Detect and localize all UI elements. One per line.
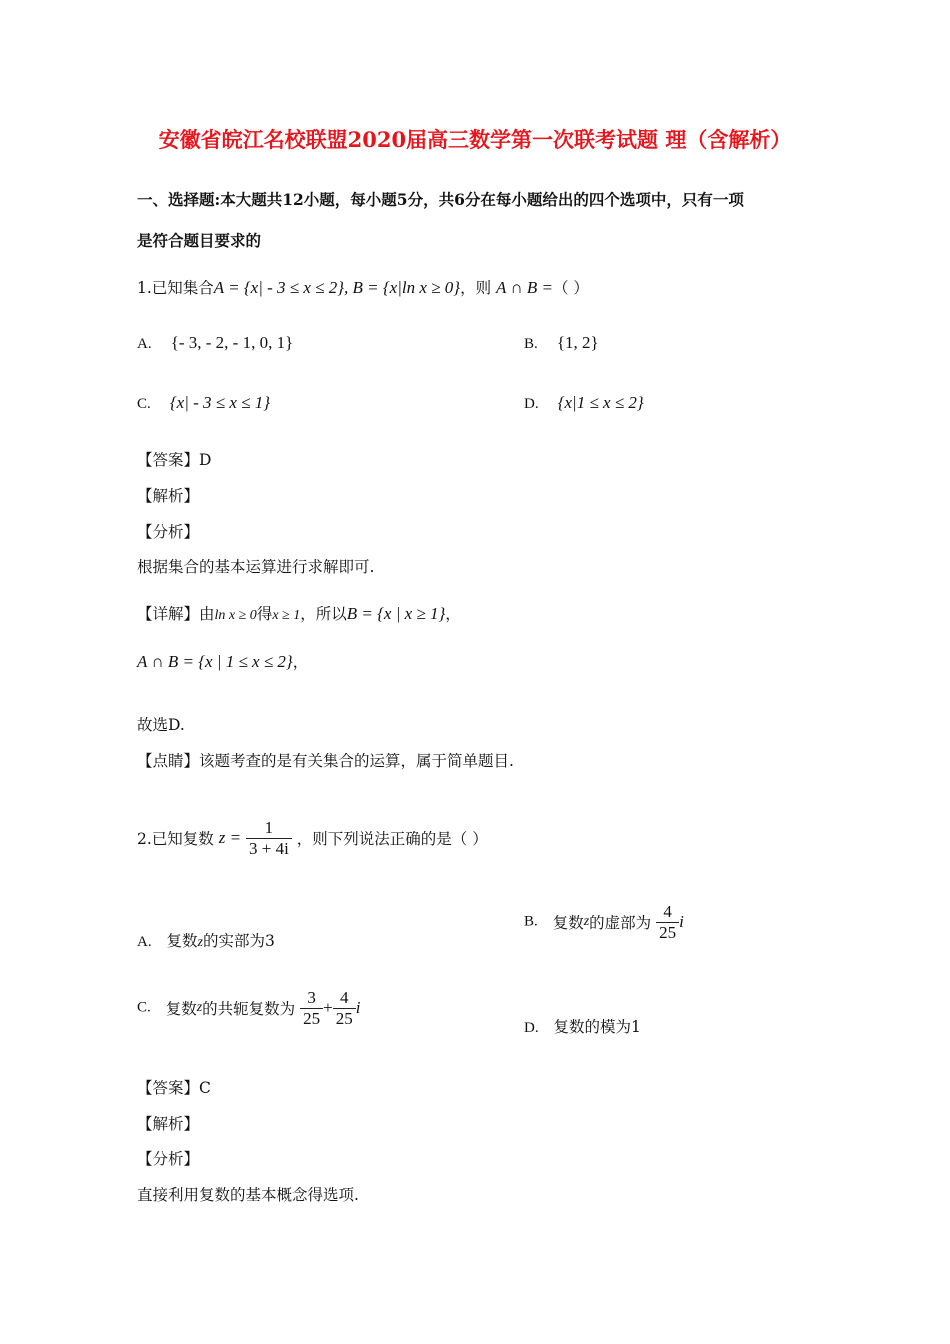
q2-option-c-f1-denominator: 25 [300, 1008, 323, 1029]
q1-detail-text3: ， [445, 605, 461, 623]
q1-detail-math4: A ∩ B = {x | 1 ≤ x ≤ 2} [137, 652, 293, 671]
q2-option-c-label: C. [137, 999, 151, 1016]
q2-fenxi-text: 直接利用复数的基本概念得选项. [137, 1186, 359, 1204]
q2-fraction-denominator: 3 + 4i [246, 838, 292, 859]
section-header-line2: 是符合题目要求的 [137, 231, 262, 250]
q2-fenxi-heading: 【分析】 [137, 1150, 200, 1168]
q1-detail-math2: x ≥ 1 [272, 608, 301, 623]
q2-option-c-plus: + [323, 998, 333, 1018]
q2-answer: 【答案】C [137, 1079, 211, 1097]
q1-detail-text2: ，所以 [300, 605, 347, 623]
q1-option-b [524, 333, 599, 353]
q2-option-a [137, 929, 275, 951]
q2-option-d [524, 1015, 641, 1037]
q1-point: 【点睛】该题考查的是有关集合的运算，属于简单题目. [137, 752, 514, 770]
q1-detail-text1: 得 [256, 605, 273, 623]
q2-option-b-fraction [656, 902, 679, 942]
q1-choose: 故选D. [137, 716, 185, 734]
q2-option-c-fraction2 [333, 988, 356, 1028]
q1-option-b-value: {1, 2} [556, 333, 599, 352]
q2-option-b-label: B. [524, 913, 538, 930]
q1-option-a [137, 333, 293, 353]
q2-option-d-text: 复数的模为1 [553, 1018, 641, 1036]
q1-set-a: A = {x| - 3 ≤ x ≤ 2} [213, 278, 345, 297]
q2-option-c-text: 复数 [165, 1000, 197, 1019]
q2-option-c-tail: 的共轭复数为 [202, 1000, 296, 1019]
q1-paren: （ ） [552, 279, 589, 297]
q2-option-c-after: i [355, 998, 361, 1018]
section-header-line1: 一、选择题:本大题共12小题，每小题5分，共6分在每小题给出的四个选项中，只有一项 [137, 190, 744, 209]
q2-z-eq: z = [218, 828, 242, 848]
q2-option-a-tail: 的实部为3 [203, 932, 275, 950]
q1-option-d-label: D. [524, 396, 539, 412]
q2-option-b [524, 902, 684, 942]
q1-set-b: , B = {x|ln x ≥ 0} [344, 278, 461, 297]
q2-option-b-denominator: 25 [656, 922, 679, 943]
q2-stem-prefix: 2.已知复数 [137, 830, 214, 849]
q2-option-a-var: z [197, 935, 203, 950]
q1-detail-text4: ， [292, 653, 309, 671]
q2-option-c [137, 988, 360, 1028]
q1-option-a-value: {- 3, - 2, - 1, 0, 1} [170, 333, 294, 352]
q2-option-a-text: 复数 [166, 932, 198, 950]
q1-stem [137, 276, 589, 298]
q1-analysis-heading: 【解析】 [137, 487, 200, 505]
q2-option-b-text: 复数 [552, 914, 584, 933]
q2-stem [137, 818, 488, 858]
q1-stem-suffix: ，则 [460, 279, 492, 297]
q2-option-c-var: z [196, 1000, 203, 1016]
q1-option-c-label: C. [137, 396, 151, 412]
q1-option-b-label: B. [524, 336, 538, 352]
q2-option-c-f2-numerator: 4 [339, 988, 349, 1007]
document-title: 安徽省皖江名校联盟2020届高三数学第一次联考试题 理（含解析） [158, 127, 792, 152]
q1-option-a-label: A. [137, 336, 152, 352]
q2-fraction-numerator: 1 [264, 818, 274, 837]
q1-fenxi-heading: 【分析】 [137, 523, 200, 541]
q1-option-d [524, 393, 644, 413]
q1-option-c-value: {x| - 3 ≤ x ≤ 1} [169, 393, 271, 412]
q1-fenxi-text: 根据集合的基本运算进行求解即可. [137, 558, 375, 576]
q1-option-c [137, 393, 270, 413]
q2-option-c-f2-denominator: 25 [333, 1008, 356, 1029]
q2-option-c-f1-numerator: 3 [307, 988, 316, 1007]
q2-option-b-var: z [583, 914, 590, 930]
q2-analysis-heading: 【解析】 [137, 1115, 200, 1133]
q1-detail-line2 [137, 650, 308, 672]
q1-option-d-value: {x|1 ≤ x ≤ 2} [557, 393, 644, 412]
q1-detail-heading: 【详解】由 [137, 605, 215, 623]
q2-option-d-label: D. [524, 1020, 539, 1036]
q2-stem-suffix: ，则下列说法正确的是（ ） [296, 830, 488, 849]
q2-option-b-tail: 的虚部为 [589, 914, 652, 933]
q2-fraction [246, 818, 292, 858]
q2-option-b-after: i [679, 912, 684, 932]
q1-detail-math3: B = {x | x ≥ 1} [346, 604, 446, 623]
q1-expr: A ∩ B = [496, 278, 553, 297]
q2-option-a-label: A. [137, 934, 152, 950]
q2-option-b-numerator: 4 [663, 902, 672, 921]
q2-option-c-fraction1 [300, 988, 323, 1028]
q1-stem-prefix: 1.已知集合 [137, 279, 214, 297]
q1-detail-math1: ln x ≥ 0 [214, 608, 257, 623]
q1-answer: 【答案】D [137, 451, 212, 469]
q1-detail-line1 [137, 602, 461, 624]
